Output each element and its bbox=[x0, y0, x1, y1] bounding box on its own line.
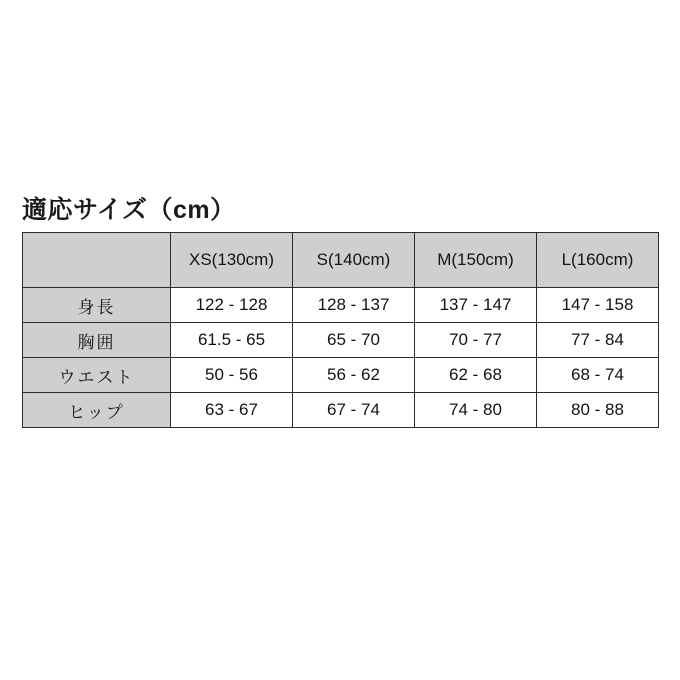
row-header-hip: ヒップ bbox=[23, 393, 171, 428]
cell-hip-m: 74 - 80 bbox=[415, 393, 537, 428]
cell-height-s: 128 - 137 bbox=[293, 288, 415, 323]
cell-waist-xs: 50 - 56 bbox=[171, 358, 293, 393]
size-table-container bbox=[22, 232, 658, 428]
row-header-height: 身長 bbox=[23, 288, 171, 323]
cell-chest-m: 70 - 77 bbox=[415, 323, 537, 358]
column-header-l: L(160cm) bbox=[537, 233, 659, 288]
cell-height-xs: 122 - 128 bbox=[171, 288, 293, 323]
cell-waist-m: 62 - 68 bbox=[415, 358, 537, 393]
table-row bbox=[23, 358, 659, 393]
cell-height-m: 137 - 147 bbox=[415, 288, 537, 323]
table-row bbox=[23, 323, 659, 358]
table-row bbox=[23, 393, 659, 428]
cell-height-l: 147 - 158 bbox=[537, 288, 659, 323]
cell-waist-l: 68 - 74 bbox=[537, 358, 659, 393]
cell-hip-s: 67 - 74 bbox=[293, 393, 415, 428]
cell-hip-l: 80 - 88 bbox=[537, 393, 659, 428]
cell-chest-xs: 61.5 - 65 bbox=[171, 323, 293, 358]
row-header-waist: ウエスト bbox=[23, 358, 171, 393]
column-header-xs: XS(130cm) bbox=[171, 233, 293, 288]
cell-waist-s: 56 - 62 bbox=[293, 358, 415, 393]
table-header-row bbox=[23, 233, 659, 288]
table-corner-cell bbox=[23, 233, 171, 288]
table-body bbox=[23, 288, 659, 428]
cell-chest-s: 65 - 70 bbox=[293, 323, 415, 358]
size-table bbox=[22, 232, 659, 428]
table-header bbox=[23, 233, 659, 288]
page-title: 適応サイズ（cm） bbox=[22, 196, 236, 224]
row-header-chest: 胸囲 bbox=[23, 323, 171, 358]
table-row bbox=[23, 288, 659, 323]
cell-chest-l: 77 - 84 bbox=[537, 323, 659, 358]
column-header-m: M(150cm) bbox=[415, 233, 537, 288]
column-header-s: S(140cm) bbox=[293, 233, 415, 288]
cell-hip-xs: 63 - 67 bbox=[171, 393, 293, 428]
